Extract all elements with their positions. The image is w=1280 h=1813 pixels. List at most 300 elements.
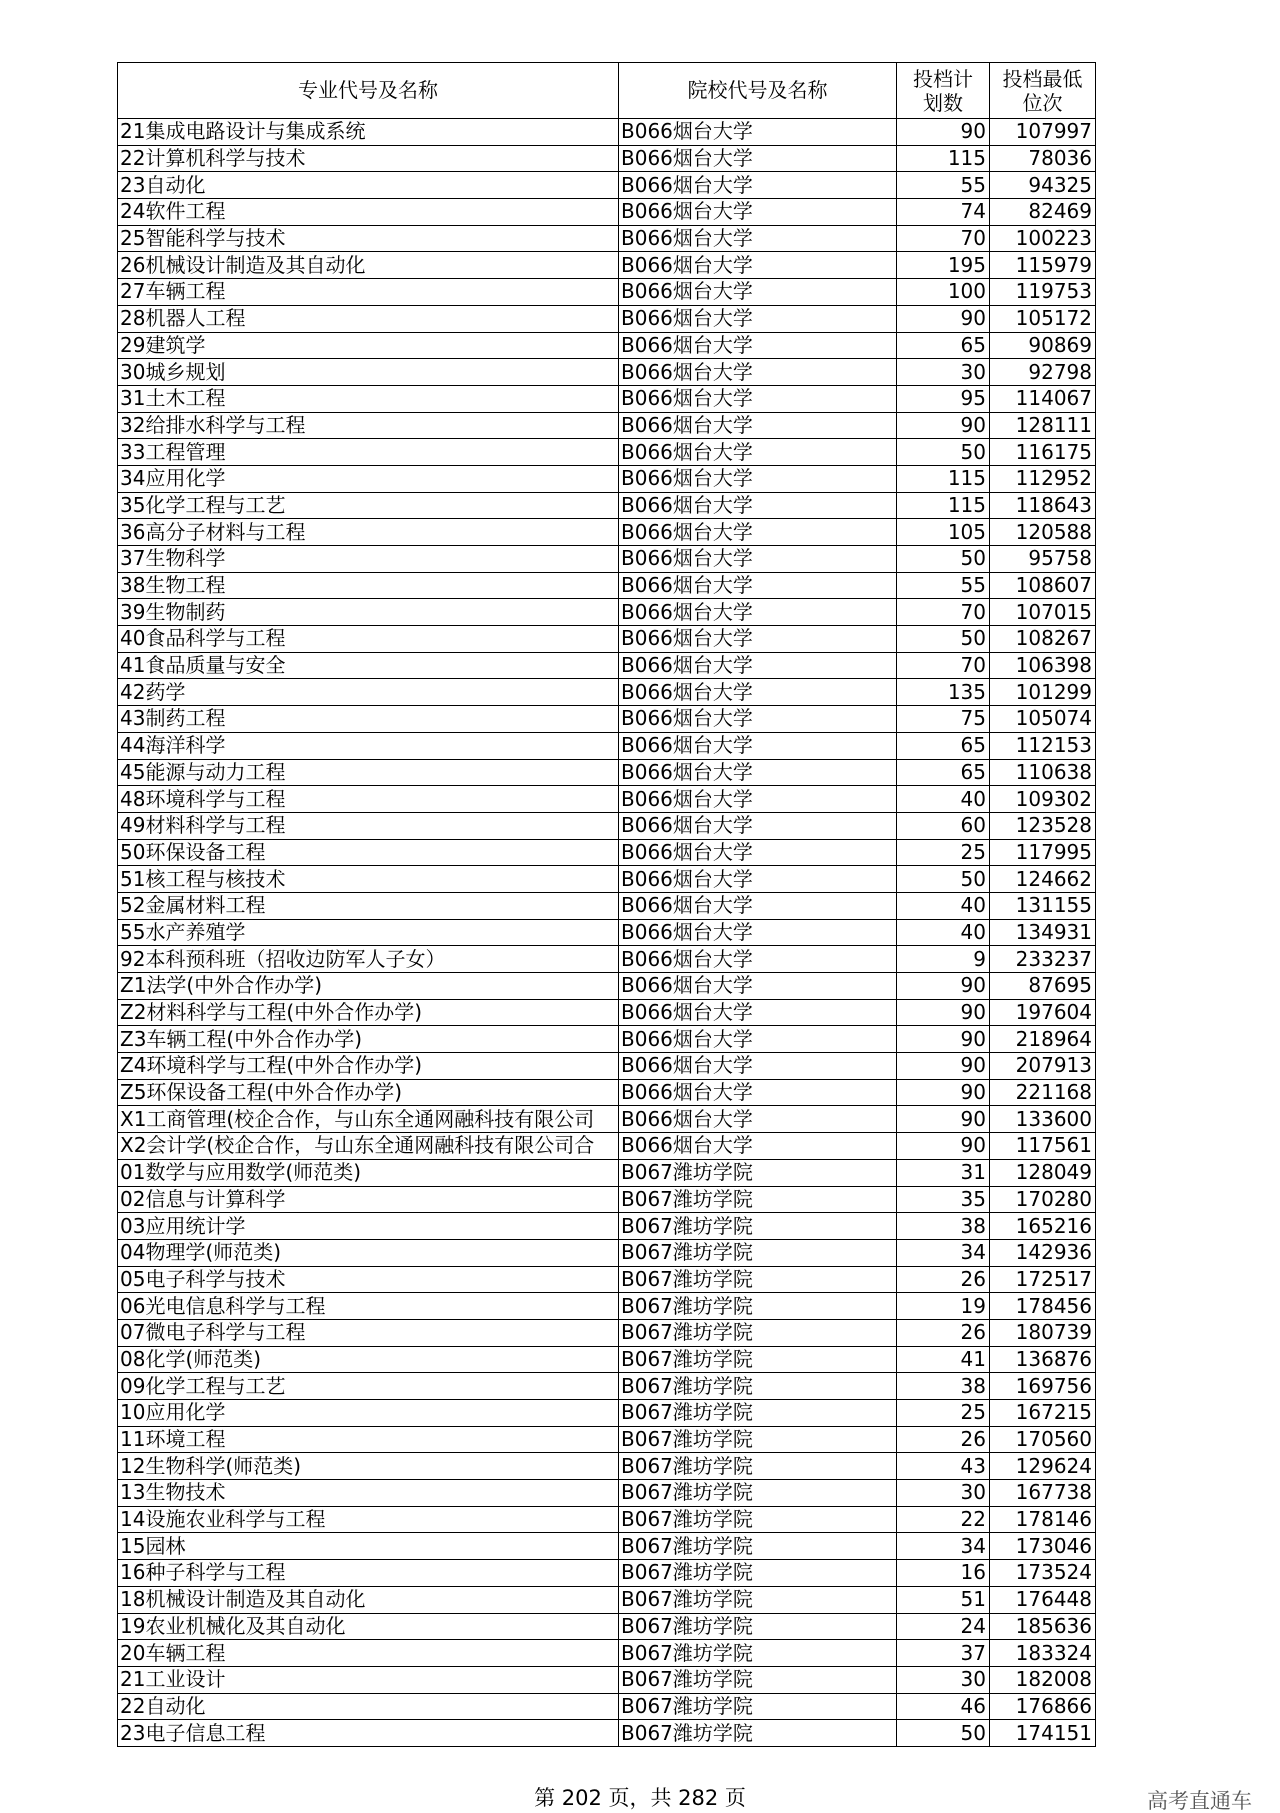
table-row [118, 332, 1096, 359]
cell-plan: 90 [897, 1079, 990, 1106]
cell-plan: 105 [897, 519, 990, 546]
cell-major: 51核工程与核技术 [118, 866, 619, 893]
table-row [118, 1373, 1096, 1400]
cell-plan: 30 [897, 1666, 990, 1693]
cell-plan: 30 [897, 359, 990, 386]
cell-plan: 70 [897, 652, 990, 679]
cell-rank: 117995 [990, 839, 1096, 866]
cell-rank: 221168 [990, 1079, 1096, 1106]
cell-rank: 128049 [990, 1159, 1096, 1186]
table-row [118, 919, 1096, 946]
cell-school: B066烟台大学 [619, 465, 897, 492]
cell-rank: 124662 [990, 866, 1096, 893]
cell-plan: 40 [897, 919, 990, 946]
cell-rank: 116175 [990, 439, 1096, 466]
table-row [118, 1213, 1096, 1240]
table-row [118, 1186, 1096, 1213]
table-row [118, 439, 1096, 466]
cell-plan: 74 [897, 199, 990, 226]
table-row [118, 519, 1096, 546]
cell-rank: 100223 [990, 225, 1096, 252]
cell-plan: 16 [897, 1560, 990, 1587]
cell-plan: 55 [897, 172, 990, 199]
cell-major: 38生物工程 [118, 572, 619, 599]
cell-major: 27车辆工程 [118, 279, 619, 306]
cell-school: B066烟台大学 [619, 439, 897, 466]
cell-major: 03应用统计学 [118, 1213, 619, 1240]
cell-rank: 173524 [990, 1560, 1096, 1587]
cell-major: 55水产养殖学 [118, 919, 619, 946]
cell-plan: 50 [897, 866, 990, 893]
cell-major: 42药学 [118, 679, 619, 706]
table-body [118, 119, 1096, 1747]
cell-major: 23电子信息工程 [118, 1720, 619, 1747]
cell-rank: 185636 [990, 1613, 1096, 1640]
cell-school: B067潍坊学院 [619, 1373, 897, 1400]
cell-school: B067潍坊学院 [619, 1239, 897, 1266]
cell-major: Z4环境科学与工程(中外合作办学) [118, 1053, 619, 1080]
cell-school: B066烟台大学 [619, 786, 897, 813]
cell-major: Z1法学(中外合作办学) [118, 973, 619, 1000]
cell-rank: 112153 [990, 732, 1096, 759]
page-number: 第 202 页，共 282 页 [534, 1786, 746, 1810]
cell-school: B066烟台大学 [619, 279, 897, 306]
table-row [118, 1053, 1096, 1080]
cell-school: B067潍坊学院 [619, 1613, 897, 1640]
cell-plan: 35 [897, 1186, 990, 1213]
cell-school: B067潍坊学院 [619, 1159, 897, 1186]
table-row [118, 225, 1096, 252]
cell-rank: 165216 [990, 1213, 1096, 1240]
cell-plan: 70 [897, 225, 990, 252]
cell-plan: 90 [897, 1026, 990, 1053]
cell-rank: 119753 [990, 279, 1096, 306]
table-row [118, 892, 1096, 919]
cell-plan: 100 [897, 279, 990, 306]
cell-school: B067潍坊学院 [619, 1666, 897, 1693]
cell-rank: 170560 [990, 1426, 1096, 1453]
cell-plan: 90 [897, 999, 990, 1026]
header-rank [990, 63, 1096, 119]
cell-school: B067潍坊学院 [619, 1586, 897, 1613]
cell-rank: 95758 [990, 546, 1096, 573]
table-row [118, 839, 1096, 866]
cell-rank: 109302 [990, 786, 1096, 813]
table-row [118, 1319, 1096, 1346]
cell-major: 07微电子科学与工程 [118, 1319, 619, 1346]
table-row [118, 626, 1096, 653]
cell-rank: 128111 [990, 412, 1096, 439]
table-row [118, 1133, 1096, 1160]
table-row [118, 1480, 1096, 1507]
cell-school: B067潍坊学院 [619, 1693, 897, 1720]
table-row [118, 973, 1096, 1000]
cell-rank: 106398 [990, 652, 1096, 679]
cell-plan: 26 [897, 1319, 990, 1346]
cell-school: B066烟台大学 [619, 332, 897, 359]
cell-school: B066烟台大学 [619, 626, 897, 653]
cell-school: B067潍坊学院 [619, 1400, 897, 1427]
table-row [118, 1453, 1096, 1480]
cell-major: Z5环保设备工程(中外合作办学) [118, 1079, 619, 1106]
cell-plan: 135 [897, 679, 990, 706]
cell-rank: 82469 [990, 199, 1096, 226]
cell-school: B066烟台大学 [619, 412, 897, 439]
cell-rank: 167738 [990, 1480, 1096, 1507]
cell-major: 01数学与应用数学(师范类) [118, 1159, 619, 1186]
cell-school: B066烟台大学 [619, 599, 897, 626]
cell-rank: 107015 [990, 599, 1096, 626]
cell-rank: 118643 [990, 492, 1096, 519]
cell-plan: 26 [897, 1266, 990, 1293]
table-row [118, 1239, 1096, 1266]
cell-major: 25智能科学与技术 [118, 225, 619, 252]
cell-major: 09化学工程与工艺 [118, 1373, 619, 1400]
table-row [118, 1720, 1096, 1747]
cell-rank: 178456 [990, 1293, 1096, 1320]
table-row [118, 706, 1096, 733]
table-row [118, 1266, 1096, 1293]
table-row [118, 1533, 1096, 1560]
cell-major: 37生物科学 [118, 546, 619, 573]
cell-plan: 115 [897, 492, 990, 519]
cell-rank: 108267 [990, 626, 1096, 653]
cell-major: 19农业机械化及其自动化 [118, 1613, 619, 1640]
table-row [118, 1026, 1096, 1053]
cell-rank: 170280 [990, 1186, 1096, 1213]
cell-plan: 40 [897, 892, 990, 919]
cell-plan: 9 [897, 946, 990, 973]
cell-school: B066烟台大学 [619, 492, 897, 519]
cell-plan: 50 [897, 626, 990, 653]
cell-plan: 22 [897, 1506, 990, 1533]
cell-rank: 114067 [990, 385, 1096, 412]
cell-plan: 38 [897, 1213, 990, 1240]
cell-rank: 167215 [990, 1400, 1096, 1427]
table-row [118, 1079, 1096, 1106]
cell-plan: 34 [897, 1239, 990, 1266]
cell-school: B067潍坊学院 [619, 1560, 897, 1587]
cell-plan: 19 [897, 1293, 990, 1320]
cell-rank: 129624 [990, 1453, 1096, 1480]
cell-rank: 172517 [990, 1266, 1096, 1293]
cell-school: B066烟台大学 [619, 973, 897, 1000]
cell-school: B066烟台大学 [619, 172, 897, 199]
cell-major: 40食品科学与工程 [118, 626, 619, 653]
cell-rank: 117561 [990, 1133, 1096, 1160]
cell-major: 23自动化 [118, 172, 619, 199]
cell-plan: 90 [897, 412, 990, 439]
cell-major: 92本科预科班（招收边防军人子女） [118, 946, 619, 973]
table-row [118, 172, 1096, 199]
cell-school: B066烟台大学 [619, 679, 897, 706]
cell-plan: 90 [897, 1133, 990, 1160]
cell-major: 52金属材料工程 [118, 892, 619, 919]
cell-major: 10应用化学 [118, 1400, 619, 1427]
cell-major: 20车辆工程 [118, 1640, 619, 1667]
cell-major: 18机械设计制造及其自动化 [118, 1586, 619, 1613]
cell-plan: 65 [897, 732, 990, 759]
table-row [118, 1159, 1096, 1186]
cell-major: 02信息与计算科学 [118, 1186, 619, 1213]
cell-major: 16种子科学与工程 [118, 1560, 619, 1587]
cell-school: B066烟台大学 [619, 1106, 897, 1133]
cell-rank: 169756 [990, 1373, 1096, 1400]
cell-plan: 115 [897, 145, 990, 172]
cell-plan: 90 [897, 1053, 990, 1080]
cell-plan: 90 [897, 973, 990, 1000]
cell-plan: 37 [897, 1640, 990, 1667]
cell-school: B067潍坊学院 [619, 1186, 897, 1213]
table-row [118, 492, 1096, 519]
cell-major: 11环境工程 [118, 1426, 619, 1453]
cell-major: 22计算机科学与技术 [118, 145, 619, 172]
table-header-row [118, 63, 1096, 119]
cell-plan: 34 [897, 1533, 990, 1560]
table-row [118, 1586, 1096, 1613]
cell-major: X1工商管理(校企合作，与山东全通网融科技有限公司 [118, 1106, 619, 1133]
table-row [118, 786, 1096, 813]
cell-school: B067潍坊学院 [619, 1266, 897, 1293]
cell-major: 24软件工程 [118, 199, 619, 226]
cell-plan: 24 [897, 1613, 990, 1640]
cell-major: 48环境科学与工程 [118, 786, 619, 813]
table-row [118, 1426, 1096, 1453]
cell-rank: 115979 [990, 252, 1096, 279]
table-row [118, 412, 1096, 439]
cell-major: 04物理学(师范类) [118, 1239, 619, 1266]
cell-rank: 142936 [990, 1239, 1096, 1266]
cell-major: Z3车辆工程(中外合作办学) [118, 1026, 619, 1053]
cell-rank: 120588 [990, 519, 1096, 546]
cell-plan: 55 [897, 572, 990, 599]
cell-school: B066烟台大学 [619, 519, 897, 546]
cell-rank: 78036 [990, 145, 1096, 172]
cell-major: 21集成电路设计与集成系统 [118, 119, 619, 146]
cell-rank: 107997 [990, 119, 1096, 146]
cell-plan: 90 [897, 119, 990, 146]
brand-watermark: 高考直通车 [1147, 1789, 1252, 1813]
cell-major: 30城乡规划 [118, 359, 619, 386]
table-row [118, 946, 1096, 973]
cell-school: B067潍坊学院 [619, 1319, 897, 1346]
cell-school: B066烟台大学 [619, 652, 897, 679]
cell-major: 35化学工程与工艺 [118, 492, 619, 519]
header-rank-text: 投档最低位次 [1002, 66, 1083, 115]
cell-rank: 178146 [990, 1506, 1096, 1533]
cell-plan: 25 [897, 1400, 990, 1427]
table-row [118, 1666, 1096, 1693]
cell-school: B067潍坊学院 [619, 1453, 897, 1480]
cell-plan: 115 [897, 465, 990, 492]
cell-school: B067潍坊学院 [619, 1720, 897, 1747]
table-row [118, 1346, 1096, 1373]
cell-school: B066烟台大学 [619, 546, 897, 573]
cell-major: 32给排水科学与工程 [118, 412, 619, 439]
cell-school: B067潍坊学院 [619, 1293, 897, 1320]
table-row [118, 599, 1096, 626]
cell-rank: 105074 [990, 706, 1096, 733]
cell-plan: 40 [897, 786, 990, 813]
header-plan-text: 投档计划数 [913, 66, 973, 115]
table-row [118, 1640, 1096, 1667]
cell-major: 45能源与动力工程 [118, 759, 619, 786]
table-row [118, 866, 1096, 893]
cell-plan: 90 [897, 305, 990, 332]
cell-major: 39生物制药 [118, 599, 619, 626]
cell-major: 22自动化 [118, 1693, 619, 1720]
cell-major: 41食品质量与安全 [118, 652, 619, 679]
cell-major: 31土木工程 [118, 385, 619, 412]
cell-school: B067潍坊学院 [619, 1640, 897, 1667]
cell-major: Z2材料科学与工程(中外合作办学) [118, 999, 619, 1026]
header-major: 专业代号及名称 [118, 63, 619, 119]
cell-school: B066烟台大学 [619, 919, 897, 946]
cell-school: B066烟台大学 [619, 839, 897, 866]
cell-school: B066烟台大学 [619, 812, 897, 839]
cell-school: B066烟台大学 [619, 572, 897, 599]
cell-major: 26机械设计制造及其自动化 [118, 252, 619, 279]
cell-school: B067潍坊学院 [619, 1426, 897, 1453]
cell-rank: 134931 [990, 919, 1096, 946]
cell-school: B066烟台大学 [619, 1133, 897, 1160]
table-row [118, 759, 1096, 786]
table-row [118, 359, 1096, 386]
cell-school: B066烟台大学 [619, 225, 897, 252]
table-row [118, 652, 1096, 679]
cell-plan: 95 [897, 385, 990, 412]
table-row [118, 465, 1096, 492]
cell-major: 43制药工程 [118, 706, 619, 733]
cell-major: 06光电信息科学与工程 [118, 1293, 619, 1320]
cell-plan: 50 [897, 439, 990, 466]
cell-major: 14设施农业科学与工程 [118, 1506, 619, 1533]
cell-plan: 43 [897, 1453, 990, 1480]
table-row [118, 1106, 1096, 1133]
table-row [118, 1560, 1096, 1587]
cell-plan: 26 [897, 1426, 990, 1453]
cell-major: 49材料科学与工程 [118, 812, 619, 839]
cell-school: B066烟台大学 [619, 359, 897, 386]
table-row [118, 305, 1096, 332]
cell-school: B066烟台大学 [619, 999, 897, 1026]
cell-plan: 25 [897, 839, 990, 866]
cell-major: 15园林 [118, 1533, 619, 1560]
cell-school: B066烟台大学 [619, 732, 897, 759]
cell-rank: 197604 [990, 999, 1096, 1026]
cell-plan: 51 [897, 1586, 990, 1613]
cell-rank: 233237 [990, 946, 1096, 973]
table-row [118, 252, 1096, 279]
cell-school: B066烟台大学 [619, 1053, 897, 1080]
cell-rank: 182008 [990, 1666, 1096, 1693]
cell-school: B066烟台大学 [619, 305, 897, 332]
table-row [118, 812, 1096, 839]
cell-rank: 87695 [990, 973, 1096, 1000]
cell-rank: 131155 [990, 892, 1096, 919]
cell-plan: 50 [897, 546, 990, 573]
cell-major: 08化学(师范类) [118, 1346, 619, 1373]
cell-plan: 65 [897, 759, 990, 786]
table-row [118, 1400, 1096, 1427]
header-school: 院校代号及名称 [619, 63, 897, 119]
cell-school: B066烟台大学 [619, 866, 897, 893]
table-row [118, 1613, 1096, 1640]
cell-major: 33工程管理 [118, 439, 619, 466]
cell-rank: 94325 [990, 172, 1096, 199]
cell-plan: 41 [897, 1346, 990, 1373]
cell-rank: 110638 [990, 759, 1096, 786]
cell-major: 50环保设备工程 [118, 839, 619, 866]
cell-rank: 176866 [990, 1693, 1096, 1720]
table-row [118, 1293, 1096, 1320]
cell-rank: 207913 [990, 1053, 1096, 1080]
cell-major: 12生物科学(师范类) [118, 1453, 619, 1480]
cell-school: B066烟台大学 [619, 1079, 897, 1106]
cell-plan: 195 [897, 252, 990, 279]
table-row [118, 385, 1096, 412]
cell-school: B066烟台大学 [619, 1026, 897, 1053]
cell-rank: 136876 [990, 1346, 1096, 1373]
cell-rank: 173046 [990, 1533, 1096, 1560]
cell-major: X2会计学(校企合作，与山东全通网融科技有限公司合 [118, 1133, 619, 1160]
cell-major: 28机器人工程 [118, 305, 619, 332]
table-row [118, 199, 1096, 226]
table-row [118, 1693, 1096, 1720]
cell-school: B067潍坊学院 [619, 1213, 897, 1240]
cell-plan: 38 [897, 1373, 990, 1400]
cell-school: B066烟台大学 [619, 385, 897, 412]
table-row [118, 1506, 1096, 1533]
cell-school: B067潍坊学院 [619, 1480, 897, 1507]
cell-plan: 60 [897, 812, 990, 839]
table-row [118, 119, 1096, 146]
cell-major: 44海洋科学 [118, 732, 619, 759]
cell-rank: 112952 [990, 465, 1096, 492]
table-row [118, 572, 1096, 599]
cell-major: 36高分子材料与工程 [118, 519, 619, 546]
cell-school: B067潍坊学院 [619, 1533, 897, 1560]
cell-school: B066烟台大学 [619, 759, 897, 786]
cell-plan: 70 [897, 599, 990, 626]
cell-plan: 90 [897, 1106, 990, 1133]
cell-school: B066烟台大学 [619, 946, 897, 973]
cell-rank: 176448 [990, 1586, 1096, 1613]
cell-school: B066烟台大学 [619, 252, 897, 279]
cell-rank: 108607 [990, 572, 1096, 599]
cell-rank: 92798 [990, 359, 1096, 386]
cell-major: 29建筑学 [118, 332, 619, 359]
cell-major: 34应用化学 [118, 465, 619, 492]
table-row [118, 732, 1096, 759]
cell-school: B067潍坊学院 [619, 1346, 897, 1373]
cell-rank: 180739 [990, 1319, 1096, 1346]
cell-rank: 105172 [990, 305, 1096, 332]
cell-school: B066烟台大学 [619, 199, 897, 226]
cell-rank: 133600 [990, 1106, 1096, 1133]
table-row [118, 145, 1096, 172]
cell-plan: 75 [897, 706, 990, 733]
cell-rank: 174151 [990, 1720, 1096, 1747]
cell-school: B066烟台大学 [619, 706, 897, 733]
cell-rank: 183324 [990, 1640, 1096, 1667]
admission-table [117, 62, 1096, 1747]
table-row [118, 999, 1096, 1026]
cell-school: B066烟台大学 [619, 145, 897, 172]
table-row [118, 279, 1096, 306]
cell-school: B067潍坊学院 [619, 1506, 897, 1533]
cell-plan: 30 [897, 1480, 990, 1507]
